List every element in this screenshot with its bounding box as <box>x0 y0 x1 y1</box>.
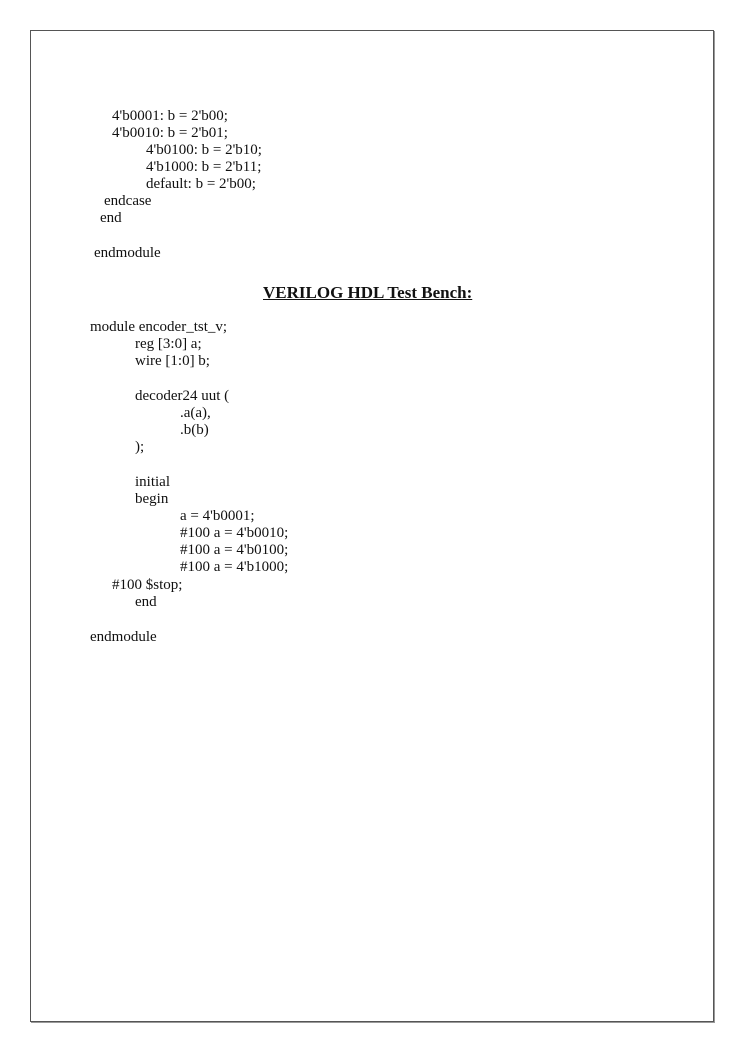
code-line: initial <box>135 474 170 490</box>
code-line: endcase <box>104 193 152 209</box>
code-line: decoder24 uut ( <box>135 388 230 404</box>
code-line: 4'b1000: b = 2'b11; <box>146 159 262 175</box>
code-line: endmodule <box>94 245 161 261</box>
code-line: default: b = 2'b00; <box>146 176 256 192</box>
code-line: end <box>135 594 157 610</box>
code-line: a = 4'b0001; <box>180 508 255 524</box>
code-line: endmodule <box>90 629 157 645</box>
code-line: .b(b) <box>180 422 209 438</box>
document-page <box>30 30 714 1022</box>
code-line: #100 a = 4'b0100; <box>180 542 289 558</box>
code-line: 4'b0100: b = 2'b10; <box>146 142 262 158</box>
code-line: 4'b0010: b = 2'b01; <box>112 125 228 141</box>
code-line: ); <box>135 439 145 455</box>
code-line: #100 a = 4'b1000; <box>180 559 289 575</box>
code-line: end <box>100 210 122 226</box>
code-line: #100 $stop; <box>112 577 183 593</box>
code-line: .a(a), <box>180 405 211 421</box>
code-line: 4'b0001: b = 2'b00; <box>112 108 228 124</box>
code-line: wire [1:0] b; <box>135 353 210 369</box>
code-line: module encoder_tst_v; <box>90 319 228 335</box>
code-line: #100 a = 4'b0010; <box>180 525 289 541</box>
code-line: reg [3:0] a; <box>135 336 202 352</box>
code-line: begin <box>135 491 169 507</box>
section-heading: VERILOG HDL Test Bench: <box>263 283 473 302</box>
